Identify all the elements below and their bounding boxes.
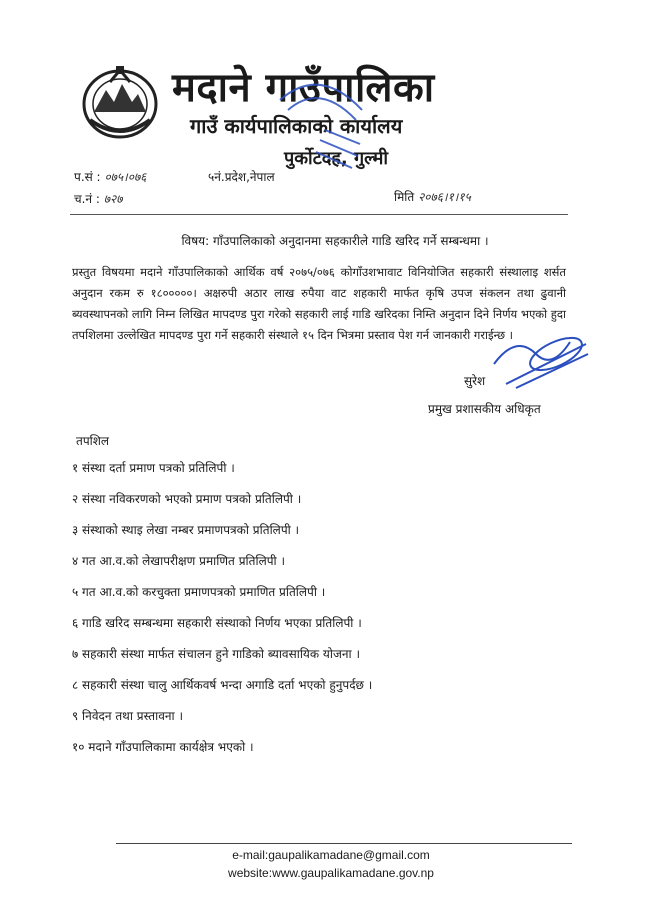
details-heading: तपशिल [76,434,110,448]
list-item: १ संस्था दर्ता प्रमाण पत्रको प्रतिलिपी । [72,461,235,475]
date-label: मिति [394,190,415,204]
list-item: ३ संस्थाको स्थाइ लेखा नम्बर प्रमाणपत्रको प्रतिलिपी । [72,523,300,537]
office-address: पुर्कोटदह, गुल्मी [284,148,389,169]
footer-divider [116,843,572,844]
list-item: ५ गत आ.व.को करचुक्ता प्रमाणपत्रको प्रमाणित प्रतिलिपी । [72,585,326,599]
office-title: गाउँ कार्यपालिकाको कार्यालय [190,114,403,138]
signatory-designation: प्रमुख प्रशासकीय अधिकृत [428,402,541,416]
header-divider [70,214,568,215]
requirements-list [72,460,492,770]
list-item: ४ गत आ.व.को लेखापरीक्षण प्रमाणित प्रतिलिपी । [72,554,286,568]
municipality-title: मदाने गाउँपालिका [172,65,435,111]
body-paragraph: प्रस्तुत विषयमा मदाने गाँउपालिकाको आर्थिक वर्ष २०७५/०७६ कोगाँउशभावाट विनियोजित सहकारी संस्थालाइ शर्सत अनुदान रकम रु १८०००००। अक्षरुपी अठार लाख रुपैया वाट शहकारी मार्फत कृषि उपज संकलन तथा ढुवानी ब्यवस्थापनको लागि निम्न लिखित मापदण्ड पुरा गरेको सहकारी लाई गाडि खरिदका निम्ति अनुदान दिने निर्णय भएको हुदा तपशिलमा उल्लेखित मापदण्ड पुरा गर्ने सहकारी संस्थाले १५ दिन भित्रमा प्रस्ताव पेश गर्न जानकारी गराईन्छ । [72,265,566,342]
list-item: २ संस्था नविकरणको भएको प्रमाण पत्रको प्रतिलिपी । [72,492,302,506]
list-item: ६ गाडि खरिद सम्बन्धमा सहकारी संस्थाको निर्णय भएका प्रतिलिपी । [72,616,362,630]
office-stamp-icon [270,70,370,190]
dispatch-label: च.नं : [74,192,100,206]
footer-email: e-mail:gaupalikamadane@gmail.com [232,848,430,862]
date [394,188,471,205]
dispatch-value: ७२७ [103,192,123,206]
signatory-name: सुरेश [464,374,486,388]
date-value: २०७६।१।१५ [418,190,471,204]
subject-line: विषय: गाँउपालिकाको अनुदानमा सहकारीले गाडि खरिद गर्ने सम्बन्धमा । [181,234,489,248]
province: ५नं.प्रदेश,नेपाल [208,170,275,184]
list-item: ९ निवेदन तथा प्रस्तावना । [72,709,184,723]
reference-number [74,168,146,185]
nepal-emblem-icon [80,62,160,140]
footer-website: website:www.gaupalikamadane.gov.np [228,866,434,880]
signature-stamp-icon [486,324,590,394]
ref-label: प.सं : [74,170,101,184]
list-item: ७ सहकारी संस्था मार्फत संचालन हुने गाडिको ब्यावसायिक योजना । [72,647,361,661]
dispatch-number [74,190,123,207]
ref-value: ०७५।०७६ [104,170,147,184]
list-item: १० मदाने गाँउपालिकामा कार्यक्षेत्र भएको । [72,740,254,754]
list-item: ८ सहकारी संस्था चालु आर्थिकवर्ष भन्दा अगाडि दर्ता भएको हुनुपर्दछ । [72,678,373,692]
